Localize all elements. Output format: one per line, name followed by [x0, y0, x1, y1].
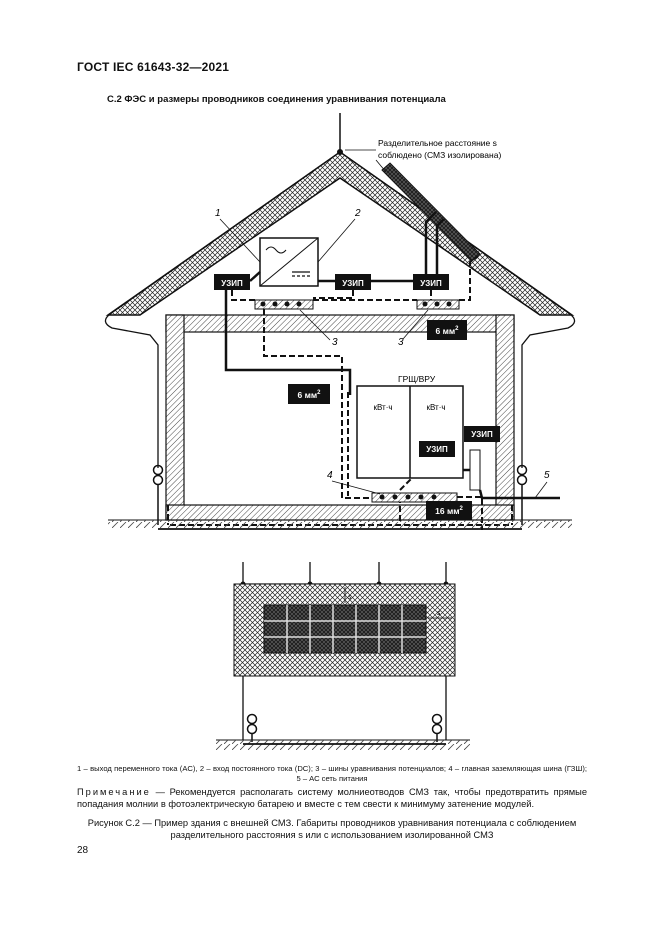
svg-text:УЗИП: УЗИП: [420, 279, 442, 288]
callout-2: 2: [355, 208, 361, 219]
dim-s-horizontal: s: [437, 610, 441, 617]
note-text: — Рекомендуется располагать систему молниеотводов СМЗ так, чтобы предотвратить прямые попадания молнии в фотоэлектрическую батарею и вместе с тем свести к минимуму затенение модулей.: [77, 787, 587, 809]
svg-text:УЗИП: УЗИП: [221, 279, 243, 288]
section-heading: С.2 ФЭС и размеры проводников соединения уравнивания потенциала: [107, 94, 446, 105]
note: [77, 786, 587, 810]
callout-1: 1: [215, 208, 221, 219]
svg-text:6 мм2: 6 $мм^2$: [435, 326, 459, 336]
callout-3-right: 3: [398, 337, 404, 348]
roof: [108, 152, 572, 315]
wall-left: [166, 315, 184, 520]
svg-text:16 мм2: 16 $мм^2$: [435, 506, 463, 516]
meter-right: кВт·ч: [426, 403, 446, 412]
ground-mounted-pv: [234, 562, 455, 742]
annotation-separation-2: соблюдено (СМЗ изолирована): [378, 150, 502, 160]
callout-4: 4: [327, 470, 333, 481]
main-board-label: ГРЩ/ВРУ: [398, 374, 436, 384]
earth-electrode-right: [518, 466, 527, 526]
wall-right: [496, 315, 514, 520]
svg-text:6 мм2: 6 $мм^2$: [297, 390, 321, 400]
earth-electrode-left: [154, 466, 163, 526]
page-number: 28: [77, 845, 89, 856]
svg-text:УЗИП: УЗИП: [471, 430, 493, 439]
dim-s-vertical: s: [348, 594, 352, 601]
callout-3-left: 3: [332, 337, 338, 348]
callout-5: 5: [544, 470, 550, 481]
fuse: [470, 450, 480, 490]
annotation-separation-1: Разделительное расстояние s: [378, 138, 497, 148]
meter-left: кВт·ч: [373, 403, 393, 412]
note-label: Примечание: [77, 787, 151, 797]
svg-text:УЗИП: УЗИП: [342, 279, 364, 288]
figure-legend: 1 – выход переменного тока (AC), 2 – вход постоянного тока (DC); 3 – шины уравнивания потенциалов; 4 – главная заземляющая шина (ГЗШ); 5 – АС сеть питания: [77, 764, 587, 783]
standard-designation: ГОСТ IEC 61643-32—2021: [77, 60, 230, 74]
svg-text:УЗИП: УЗИП: [426, 445, 448, 454]
figure-caption: Рисунок С.2 — Пример здания с внешней СМЗ. Габариты проводников уравнивания потенциала с соблюдением разделительного расстояния s или с использованием изолированной СМЗ: [87, 818, 577, 840]
main-earthing-bar: [372, 493, 457, 502]
